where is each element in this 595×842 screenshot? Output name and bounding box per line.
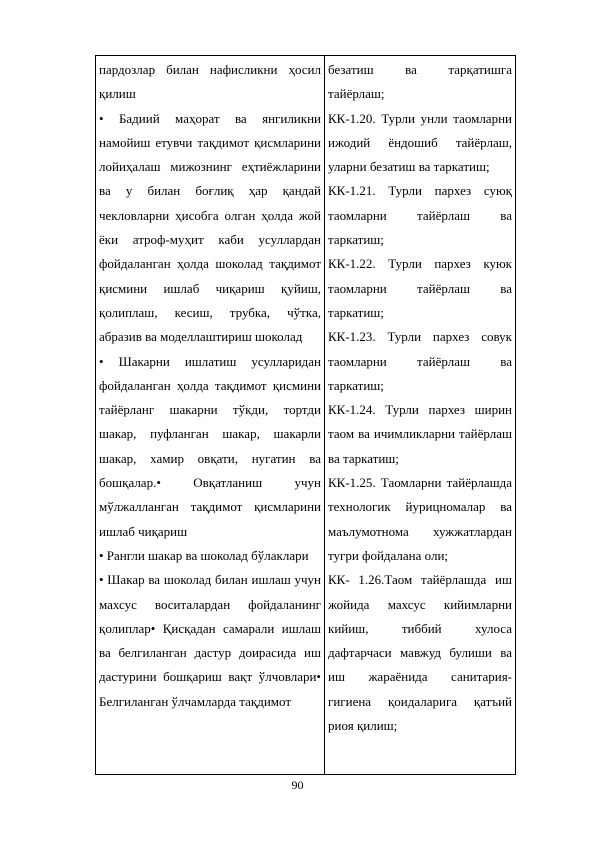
right-paragraph: КК-1.23. Турли пархез совук таомларни тайёрлаш ва таркатиш; <box>328 329 512 393</box>
left-paragraph: • Рангли шакар ва шоколад бўлаклари <box>99 547 309 563</box>
right-paragraph: безатиш ва тарқатишга тайёрлаш; <box>328 62 512 102</box>
left-paragraph: пардозлар билан нафисликни ҳосил қилиш <box>99 62 321 102</box>
right-paragraph: КК-1.20. Турли унли таомларни ижодий ёндошиб тайёрлаш, уларни безатиш ва таркатиш; <box>328 110 512 175</box>
right-column <box>325 56 515 774</box>
left-paragraph: • Бадиий маҳорат ва янгиликни намойиш етувчи тақдимот қисмларини лойиҳалаш мижознинг еҳтиёжларини ва у билан боғлиқ ҳар қандай чекловларни ҳисобга олган ҳолда жой ёки атроф-муҳит каби усуллардан фойдаланган ҳолда шоколад тақдимот қисмини ишлаб чиқариш қуйиш, қолиплаш, кесиш, трубка, чўтка, абразив ва моделлаштириш шоколад <box>99 110 321 345</box>
right-paragraph: КК-1.21. Турли пархез суюқ таомларни тайёрлаш ва таркатиш; <box>328 183 512 248</box>
left-paragraph: • Шакарни ишлатиш усулларидан фойдаланган ҳолда тақдимот қисмини тайёрланг шакарни тўкди, тортди шакар, пуфланган шакар, шакарли шакар, хамир овқати, нугатин ва бошқалар.• Овқатланиш учун мўлжалланган тақдимот қисмларини ишлаб чиқариш <box>99 353 321 539</box>
left-column <box>96 56 325 774</box>
left-paragraph: • Шакар ва шоколад билан ишлаш учун махсус воситалардан фойдаланинг қолиплар• Қисқадан самарали ишлаш ва белгиланган дастур доирасида иш дастурини бошқариш вақт ўлчовлари• Белгиланган ўлчамларда тақдимот <box>99 572 321 709</box>
right-paragraph: КК-1.24. Турли пархез ширин таом ва ичимликларни тайёрлаш ва таркатиш; <box>328 402 512 466</box>
right-paragraph: КК-1.25. Таомларни тайёрлашда технологик йурицномалар ва маълумотнома хужжатлардан тугри фойдалана оли; <box>328 475 512 563</box>
right-paragraph: КК- 1.26.Таом тайёрлашда иш жойида махсус кийимларни кийиш, тиббий хулоса дафтарчаси мавжуд булиши ва иш жараёнида санитария-гигиена қоидаларига қатъий риоя қилиш; <box>328 572 512 734</box>
content-table <box>95 55 516 775</box>
page-number: 90 <box>291 778 304 792</box>
right-paragraph: КК-1.22. Турли пархез куюк таомларни тайёрлаш ва таркатиш; <box>328 256 512 320</box>
